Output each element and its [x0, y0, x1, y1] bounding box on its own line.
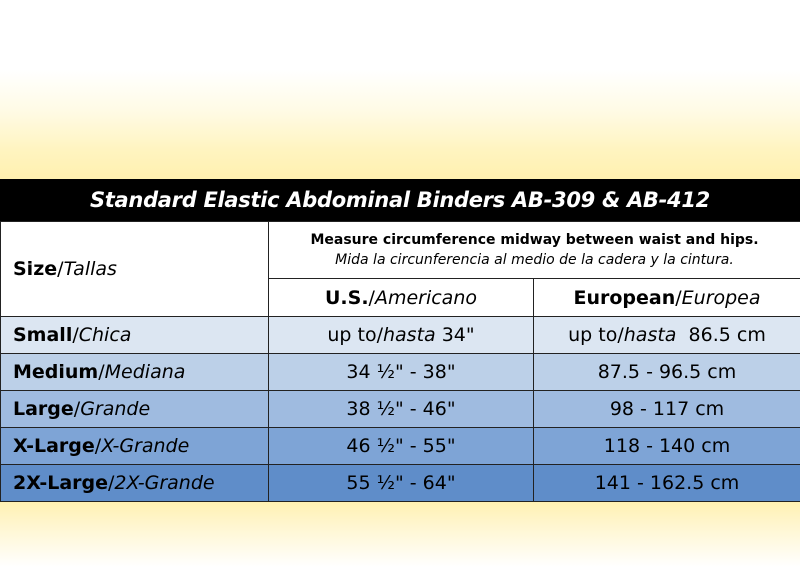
eu-cell: 98 - 117 cm	[534, 391, 800, 428]
us-cell: 34 ½" - 38"	[269, 354, 534, 391]
size-es: Grande	[80, 398, 151, 420]
table-row	[1, 391, 800, 428]
us-header-es: Americano	[374, 286, 477, 309]
eu-prefix: up to/	[568, 324, 624, 346]
size-en: Large	[13, 398, 74, 420]
size-cell: Large/Grande	[1, 391, 269, 428]
size-en: Small	[13, 324, 73, 346]
us-cell: 55 ½" - 64"	[269, 465, 534, 502]
size-table	[0, 221, 800, 502]
eu-cell: 118 - 140 cm	[534, 428, 800, 465]
eu-cell: 87.5 - 96.5 cm	[534, 354, 800, 391]
measure-instructions	[269, 222, 800, 279]
us-column-header: U.S./Americano	[269, 279, 534, 317]
size-en: Medium	[13, 361, 99, 383]
size-cell: 2X-Large/2X-Grande	[1, 465, 269, 502]
us-prefix: up to/	[327, 324, 383, 346]
size-cell: Medium/Mediana	[1, 354, 269, 391]
us-prefix-es: hasta	[382, 324, 436, 346]
size-en: 2X-Large	[13, 472, 108, 494]
table-row	[1, 317, 800, 354]
us-cell: 46 ½" - 55"	[269, 428, 534, 465]
us-cell: 38 ½" - 46"	[269, 391, 534, 428]
size-es: Mediana	[104, 361, 186, 383]
eu-prefix-es: hasta	[623, 324, 677, 346]
eu-header-es: Europea	[681, 286, 761, 309]
us-value: 34"	[435, 324, 475, 346]
eu-header-en: European	[573, 286, 676, 309]
table-row	[1, 354, 800, 391]
table-row	[1, 428, 800, 465]
size-es: X-Grande	[101, 435, 190, 457]
size-en: X-Large	[13, 435, 95, 457]
eu-column-header: European/Europea	[534, 279, 800, 317]
us-cell	[269, 317, 534, 354]
measure-instructions-en: Measure circumference midway between waist and hips.	[310, 232, 759, 248]
chart-title: Standard Elastic Abdominal Binders AB-309 & AB-412	[0, 179, 800, 221]
eu-cell: 141 - 162.5 cm	[534, 465, 800, 502]
us-header-en: U.S.	[324, 286, 369, 309]
size-header-es: Tallas	[63, 258, 117, 280]
size-cell: Small/Chica	[1, 317, 269, 354]
measure-instructions-es: Mida la circunferencia al medio de la cadera y la cintura.	[335, 252, 734, 268]
size-es: 2X-Grande	[114, 472, 215, 494]
size-header: Size/Tallas	[1, 222, 269, 317]
eu-value: 86.5 cm	[676, 324, 766, 346]
size-header-en: Size	[13, 258, 58, 280]
size-cell: X-Large/X-Grande	[1, 428, 269, 465]
eu-cell	[534, 317, 800, 354]
table-row	[1, 465, 800, 502]
size-es: Chica	[78, 324, 132, 346]
